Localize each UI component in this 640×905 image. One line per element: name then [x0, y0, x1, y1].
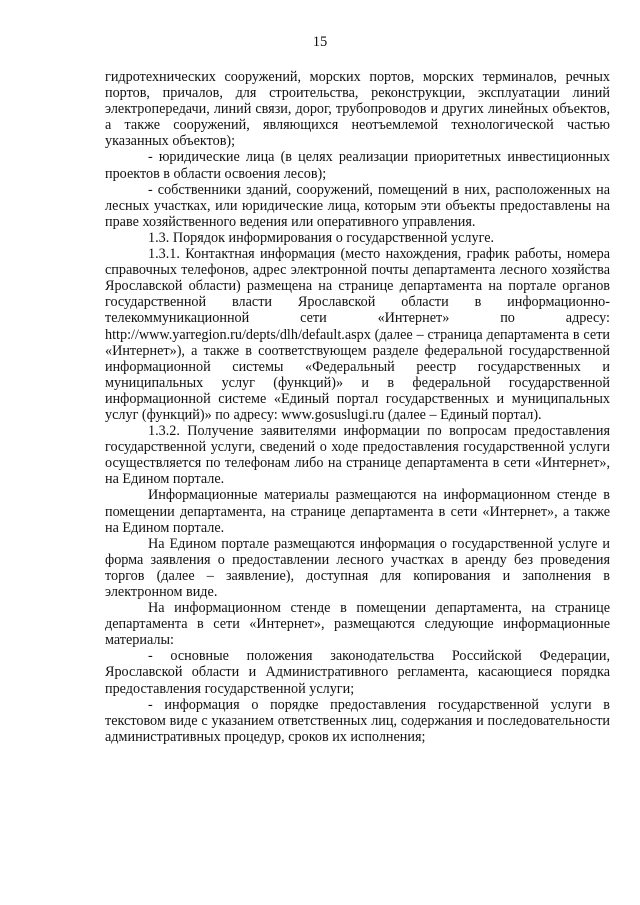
paragraph: Информационные материалы размещаются на информационном стенде в помещении департамента, на странице департамента в сети «Интернет», а также на Едином портале. [105, 487, 610, 536]
paragraph: 1.3.1. Контактная информация (место нахождения, график работы, номера справочных телефонов, адрес электронной почты департамента лесного хозяйства Ярославской области) размещена на странице департамента на портале органов государственной власти Ярославской области в информационно-телекоммуникационной сети «Интернет» по адресу: http://www.yarregion.ru/depts/dlh/default.aspx (далее – страница департамента в сети «Интернет»), а также в соответствующем разделе федеральной государственной информационной системы «Федеральный реестр государственных и муниципальных услуг (функций)» и в федеральной государственной информационной системе «Единый портал государственных и муниципальных услуг (функций)» по адресу: www.gosuslugi.ru (далее – Единый портал). [105, 246, 610, 423]
paragraph: - юридические лица (в целях реализации приоритетных инвестиционных проектов в области освоения лесов); [105, 149, 610, 182]
paragraph: - собственники зданий, сооружений, помещений в них, расположенных на лесных участках, или юридические лица, которым эти объекты предоставлены на праве хозяйственного ведения или оперативного управления. [105, 181, 610, 230]
paragraph: На Едином портале размещаются информация о государственной услуге и форма заявления о предоставлении лесного участках в аренду без проведения торгов (далее – заявление), доступная для копирования и заполнения в электронном виде. [105, 535, 610, 600]
document-body [105, 69, 610, 745]
paragraph: На информационном стенде в помещении департамента, на странице департамента в сети «Интернет», размещаются следующие информационные материалы: [105, 600, 610, 649]
paragraph: гидротехнических сооружений, морских портов, морских терминалов, речных портов, причалов, для строительства, реконструкции, эксплуатации линий электропередачи, линий связи, дорог, трубопроводов и других линейных объектов, а также сооружений, являющихся неотъемлемой технологической частью указанных объектов); [105, 69, 610, 150]
paragraph: 1.3.2. Получение заявителями информации по вопросам предоставления государственной услуги, сведений о ходе предоставления государственной услуги осуществляется по телефонам либо на странице департамента в сети «Интернет», на Едином портале. [105, 423, 610, 488]
list-item: - информация о порядке предоставления государственной услуги в текстовом виде с указанием ответственных лиц, содержания и последовательности административных процедур, сроков их исполнения; [105, 696, 610, 745]
list-item: - основные положения законодательства Российской Федерации, Ярославской области и Административного регламента, касающиеся порядка предоставления государственной услуги; [105, 648, 610, 697]
section-heading: 1.3. Порядок информирования о государственной услуге. [148, 229, 495, 246]
page-number: 15 [312, 34, 328, 50]
